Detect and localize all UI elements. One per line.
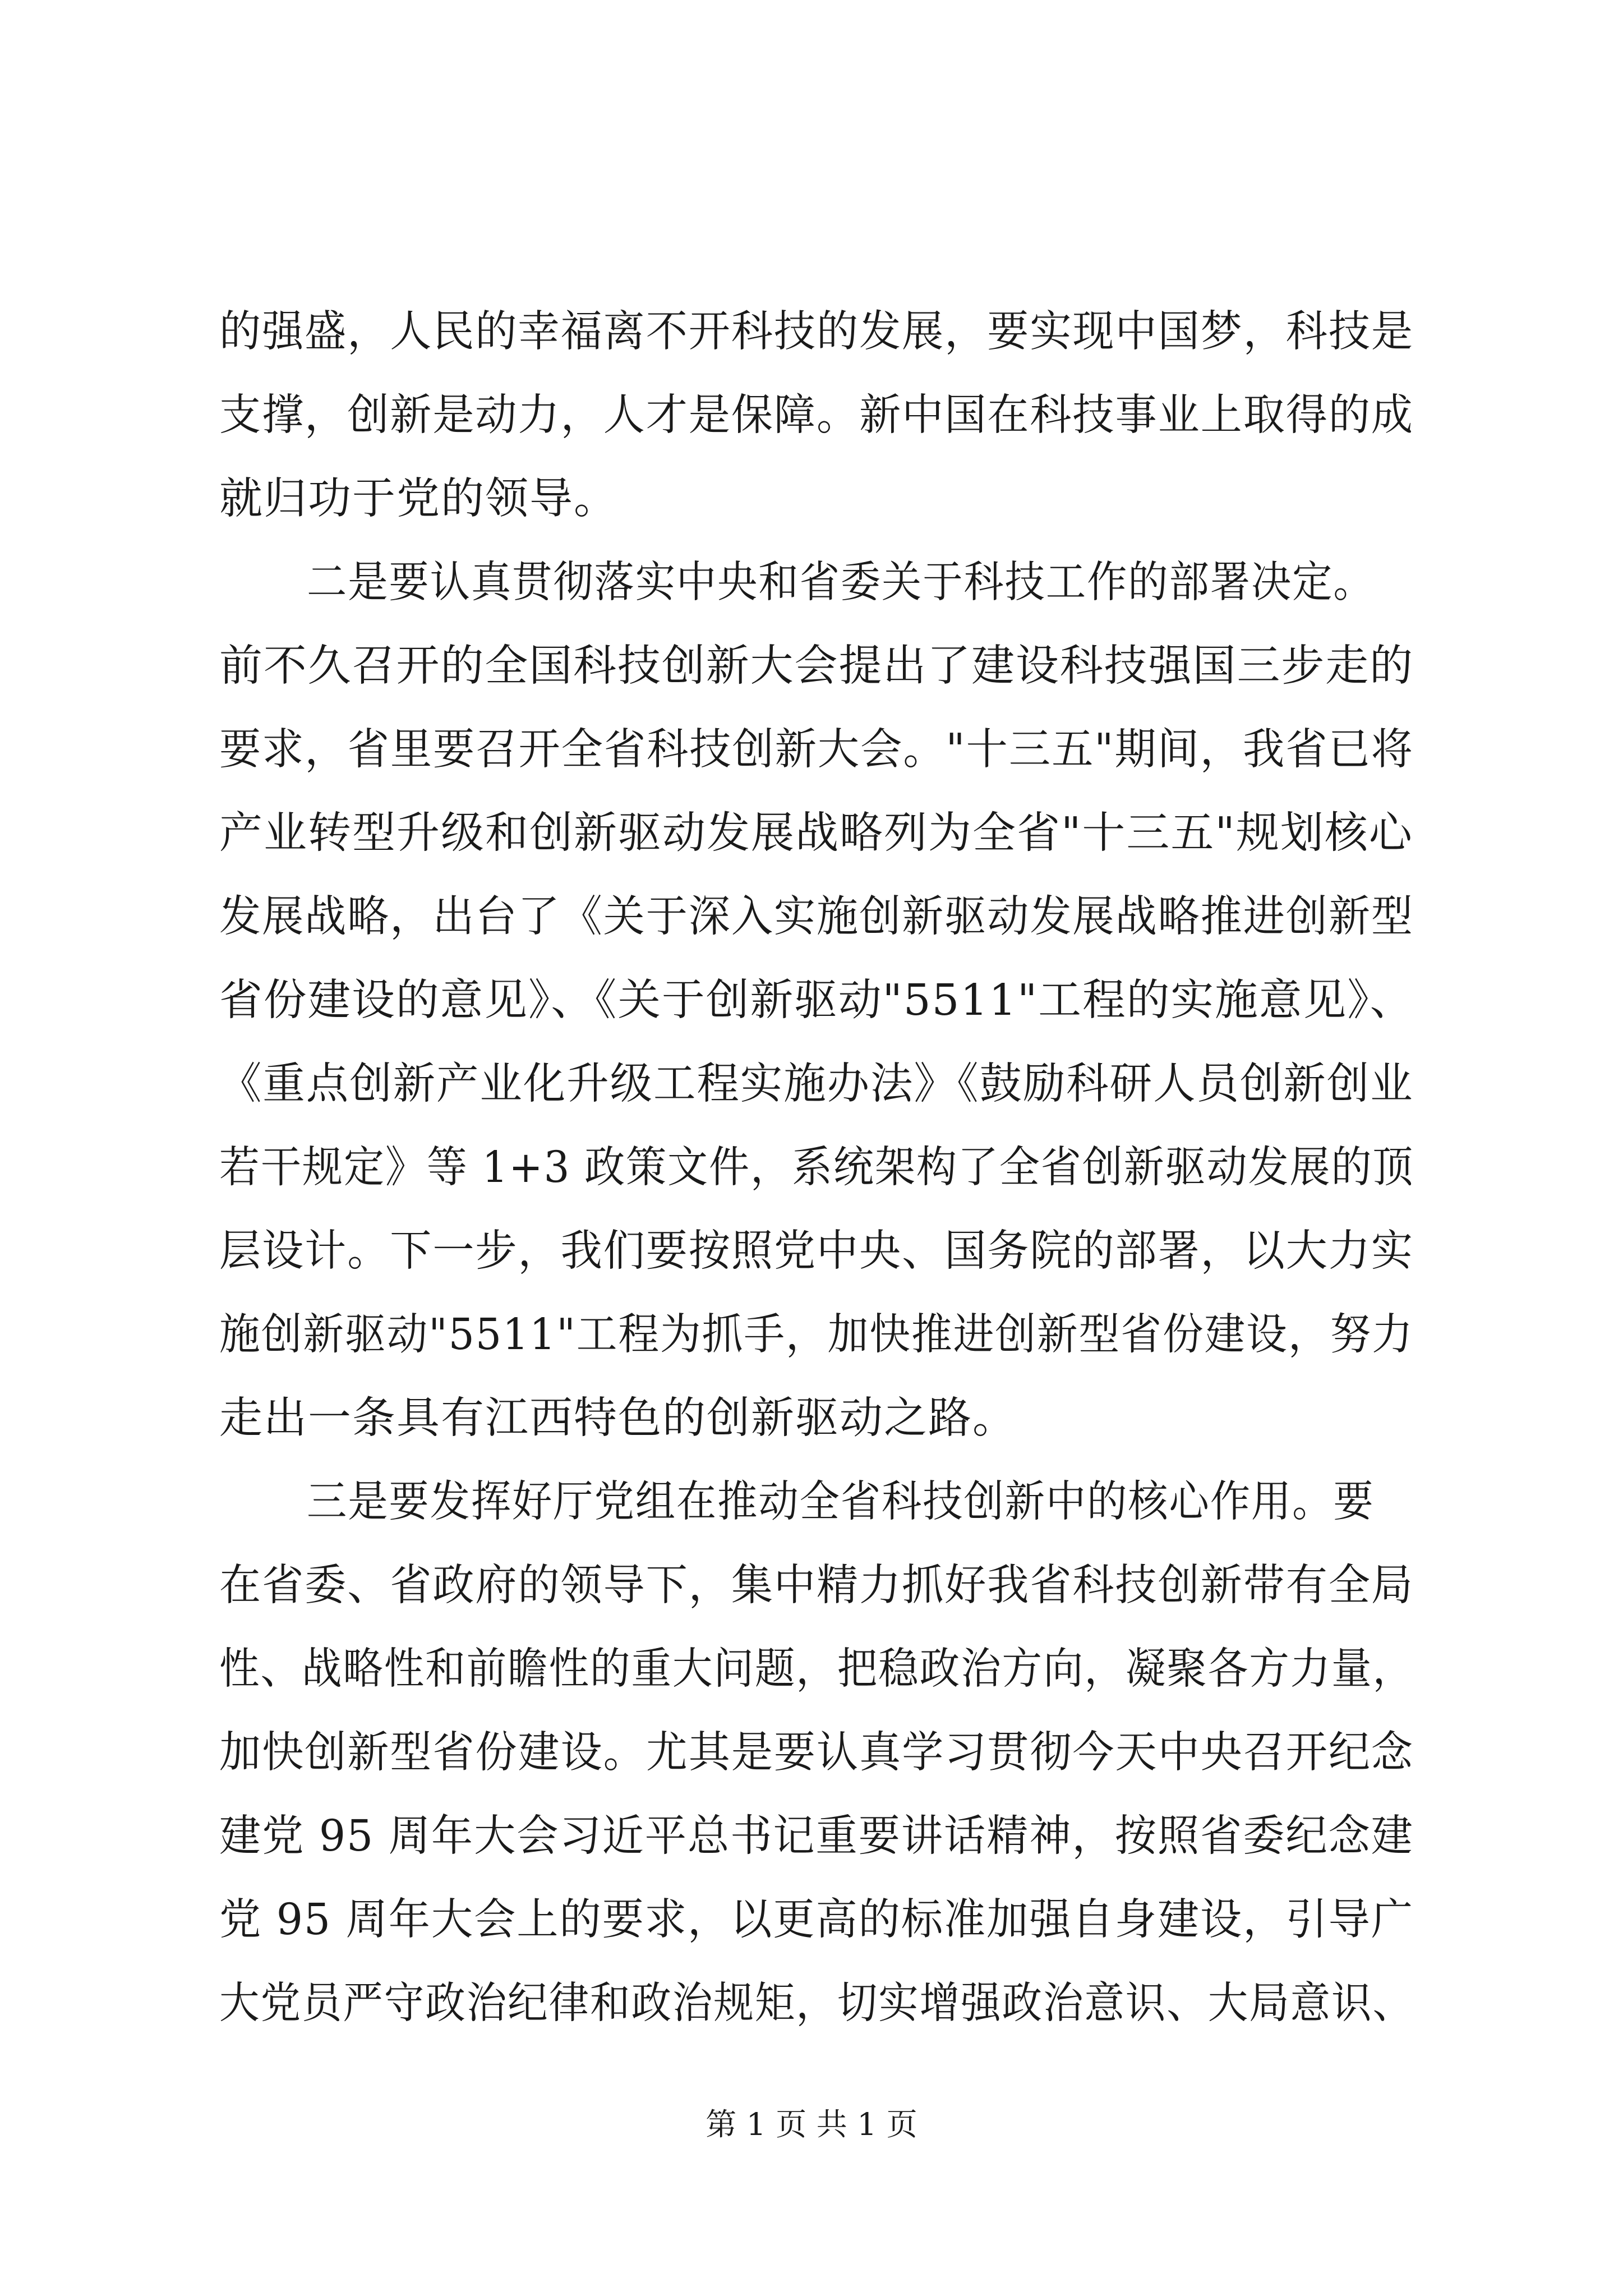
page-footer: 第 1 页 共 1 页 <box>706 2106 917 2142</box>
text-line: 产业转型升级和创新驱动发展战略列为全省"十三五"规划核心 <box>219 808 1413 858</box>
text-line: 发展战略，出台了《关于深入实施创新驱动发展战略推进创新型 <box>219 892 1414 942</box>
text-line: 建党 95 周年大会习近平总书记重要讲话精神，按照省委纪念建 <box>219 1811 1414 1861</box>
text-line: 前不久召开的全国科技创新大会提出了建设科技强国三步走的 <box>219 641 1414 691</box>
text-line: 《重点创新产业化升级工程实施办法》《鼓励科研人员创新创业 <box>219 1059 1414 1109</box>
text-line: 性、战略性和前瞻性的重大问题，把稳政治方向，凝聚各方力量， <box>219 1644 1414 1694</box>
text-line: 大党员严守政治纪律和政治规矩，切实增强政治意识、大局意识、 <box>219 1978 1414 2028</box>
text-line: 就归功于党的领导。 <box>219 474 618 524</box>
text-line: 支撑，创新是动力，人才是保障。新中国在科技事业上取得的成 <box>219 390 1414 440</box>
text-line: 党 95 周年大会上的要求，以更高的标准加强自身建设，引导广 <box>219 1895 1414 1945</box>
text-line: 加快创新型省份建设。尤其是要认真学习贯彻今天中央召开纪念 <box>219 1728 1414 1778</box>
text-line: 层设计。下一步，我们要按照党中央、国务院的部署，以大力实 <box>219 1226 1414 1276</box>
text-line: 要求，省里要召开全省科技创新大会。"十三五"期间，我省已将 <box>219 725 1414 775</box>
paragraph-start-line: 三是要发挥好厅党组在推动全省科技创新中的核心作用。要 <box>307 1477 1375 1527</box>
paragraph-start-line: 二是要认真贯彻落实中央和省委关于科技工作的部署决定。 <box>307 558 1375 608</box>
text-line: 在省委、省政府的领导下，集中精力抓好我省科技创新带有全局 <box>219 1561 1414 1611</box>
text-line: 施创新驱动"5511"工程为抓手，加快推进创新型省份建设，努力 <box>219 1310 1414 1360</box>
text-line: 的强盛，人民的幸福离不开科技的发展，要实现中国梦，科技是 <box>219 307 1414 357</box>
text-line: 若干规定》等 1+3 政策文件，系统架构了全省创新驱动发展的顶 <box>219 1143 1414 1193</box>
text-line: 省份建设的意见》、《关于创新驱动"5511"工程的实施意见》、 <box>219 976 1414 1025</box>
text-line: 走出一条具有江西特色的创新驱动之路。 <box>219 1393 1017 1443</box>
